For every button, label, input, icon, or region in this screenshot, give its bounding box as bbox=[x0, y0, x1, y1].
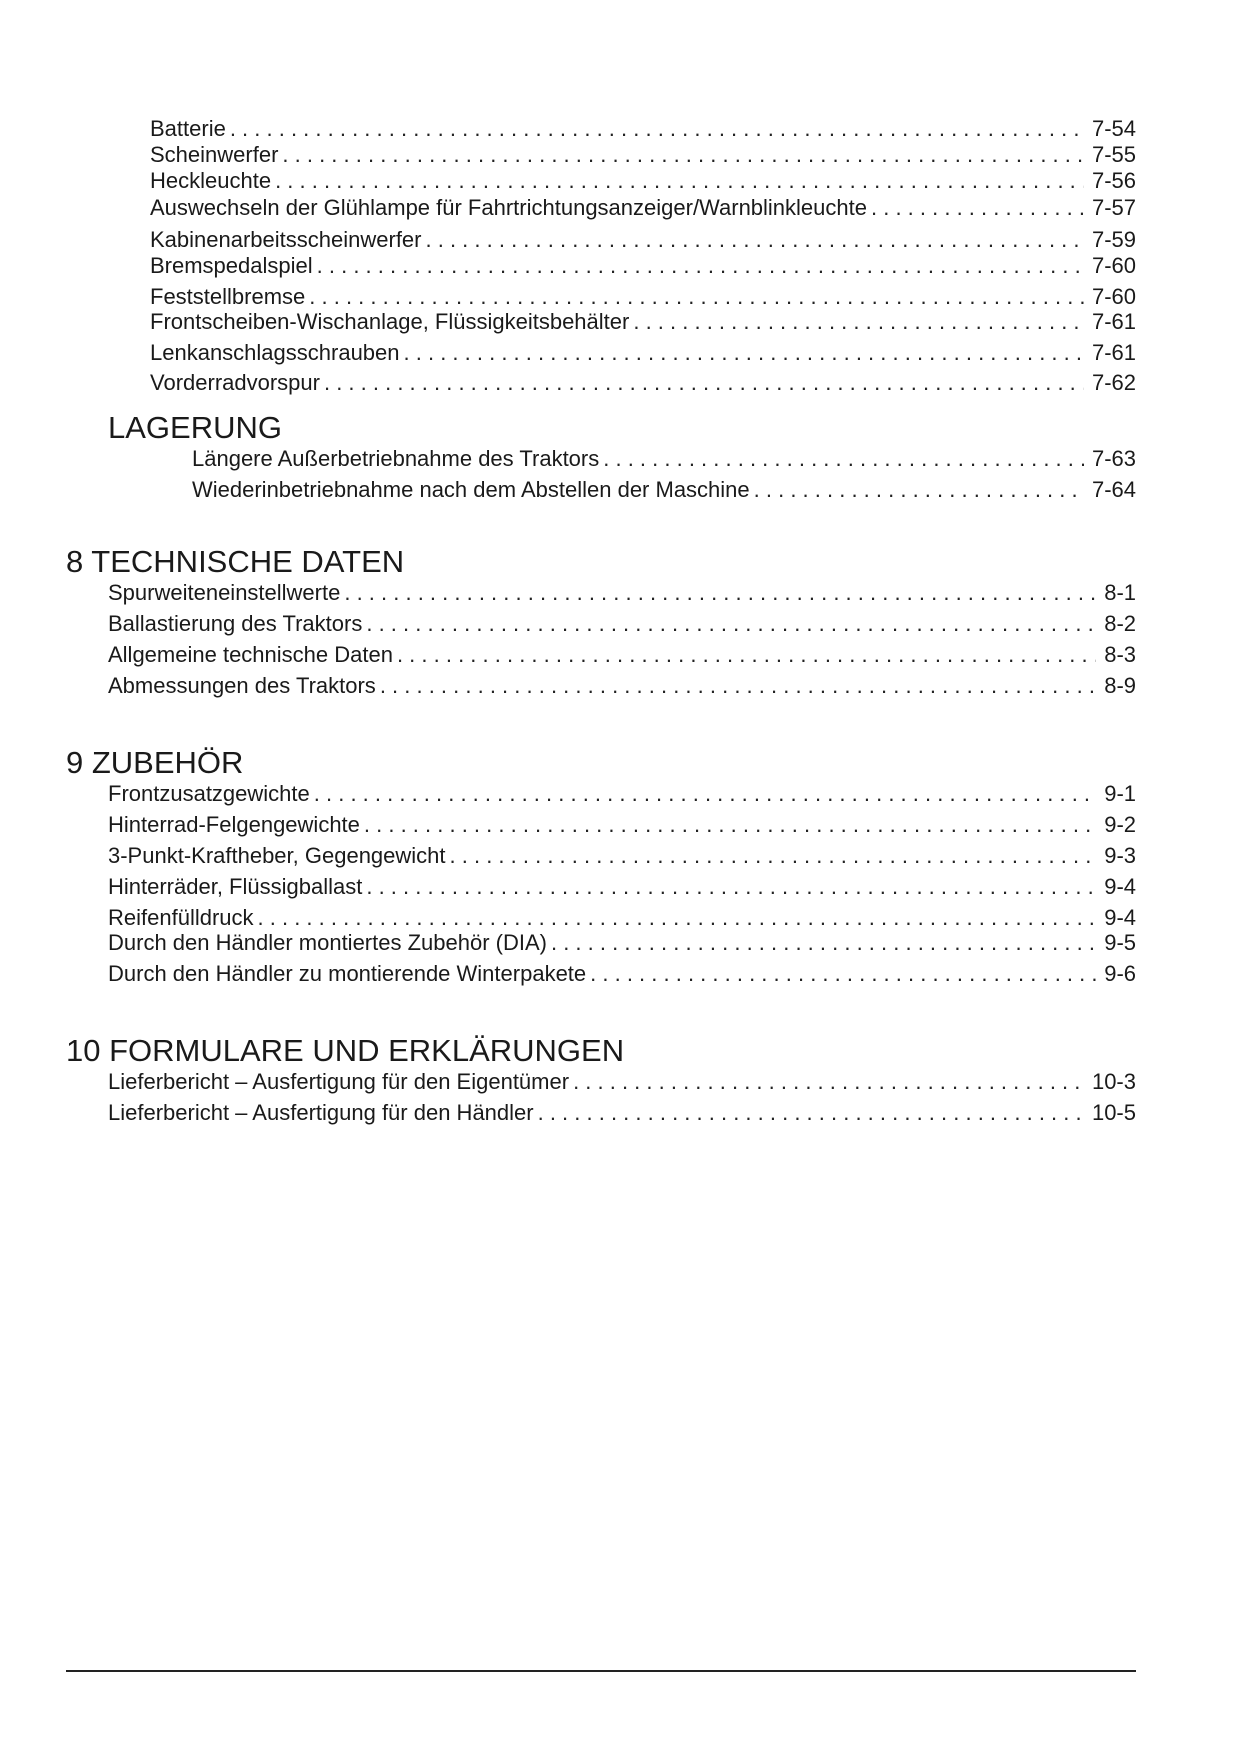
toc-entry-title: Durch den Händler zu montierende Winterpakete bbox=[108, 961, 587, 986]
dot-leader bbox=[344, 580, 1096, 606]
chapter-heading-10: 10 FORMULARE UND ERKLÄRUNGEN bbox=[66, 1033, 625, 1068]
toc-entry-title: Hinterrad-Felgengewichte bbox=[108, 812, 360, 837]
toc-entry-page: 10-3 bbox=[1091, 1069, 1136, 1094]
footer-divider bbox=[66, 1670, 1136, 1672]
toc-entry[interactable] bbox=[150, 195, 1136, 221]
toc-entry[interactable] bbox=[108, 812, 1136, 838]
toc-entry-title: Lenkanschlagsschrauben bbox=[150, 340, 400, 365]
dot-leader bbox=[309, 284, 1084, 310]
dot-leader bbox=[230, 116, 1084, 142]
toc-entry-title: Längere Außerbetriebnahme des Traktors bbox=[192, 446, 600, 471]
toc-entry[interactable] bbox=[192, 446, 1136, 472]
toc-entry-page: 10-5 bbox=[1091, 1100, 1136, 1125]
toc-entry-page: 9-6 bbox=[1104, 961, 1136, 986]
toc-entry-page: 7-55 bbox=[1091, 142, 1136, 167]
toc-entry-page: 8-9 bbox=[1104, 673, 1136, 698]
toc-entry[interactable] bbox=[150, 142, 1136, 168]
toc-entry-title: 3-Punkt-Kraftheber, Gegengewicht bbox=[108, 843, 446, 868]
toc-entry-page: 7-61 bbox=[1091, 309, 1136, 334]
toc-entry[interactable] bbox=[150, 116, 1136, 142]
toc-entry-title: Vorderradvorspur bbox=[150, 370, 320, 395]
dot-leader bbox=[282, 142, 1084, 168]
toc-entry-title: Kabinenarbeitsscheinwerfer bbox=[150, 227, 422, 252]
toc-entry-page: 7-57 bbox=[1091, 195, 1136, 220]
toc-entry[interactable] bbox=[108, 642, 1136, 668]
toc-entry-title: Batterie bbox=[150, 116, 226, 141]
toc-entry-title: Frontzusatzgewichte bbox=[108, 781, 310, 806]
toc-entry[interactable] bbox=[108, 1100, 1136, 1126]
toc-entry-title: Auswechseln der Glühlampe für Fahrtrichtungsanzeiger/Warnblinkleuchte bbox=[150, 195, 867, 220]
dot-leader bbox=[275, 168, 1084, 194]
toc-entry[interactable] bbox=[108, 580, 1136, 606]
dot-leader bbox=[590, 961, 1096, 987]
dot-leader bbox=[364, 812, 1096, 838]
toc-entry-page: 7-54 bbox=[1091, 116, 1136, 141]
toc-entry-page: 7-56 bbox=[1091, 168, 1136, 193]
toc-entry-page: 7-63 bbox=[1091, 446, 1136, 471]
toc-entry-page: 9-5 bbox=[1104, 930, 1136, 955]
toc-entry[interactable] bbox=[150, 168, 1136, 194]
dot-leader bbox=[317, 253, 1084, 279]
toc-entry-page: 9-4 bbox=[1104, 874, 1136, 899]
toc-entry-page: 7-64 bbox=[1091, 477, 1136, 502]
dot-leader bbox=[450, 843, 1097, 869]
toc-entry-title: Allgemeine technische Daten bbox=[108, 642, 393, 667]
toc-entry[interactable] bbox=[192, 477, 1136, 503]
toc-entry-title: Lieferbericht – Ausfertigung für den Eigentümer bbox=[108, 1069, 570, 1094]
dot-leader bbox=[404, 340, 1084, 366]
toc-entry[interactable] bbox=[150, 284, 1136, 310]
toc-entry-title: Heckleuchte bbox=[150, 168, 272, 193]
chapter-heading-8: 8 TECHNISCHE DATEN bbox=[66, 544, 405, 579]
dot-leader bbox=[603, 446, 1084, 472]
section-heading-lagerung: LAGERUNG bbox=[108, 410, 282, 445]
toc-entry[interactable] bbox=[108, 930, 1136, 956]
dot-leader bbox=[871, 195, 1084, 221]
toc-entry-title: Lieferbericht – Ausfertigung für den Händler bbox=[108, 1100, 534, 1125]
toc-entry-page: 8-1 bbox=[1104, 580, 1136, 605]
toc-entry-title: Reifenfülldruck bbox=[108, 905, 254, 930]
toc-entry-title: Frontscheiben-Wischanlage, Flüssigkeitsbehälter bbox=[150, 309, 630, 334]
toc-entry[interactable] bbox=[108, 874, 1136, 900]
toc-entry-page: 8-3 bbox=[1104, 642, 1136, 667]
toc-entry[interactable] bbox=[150, 370, 1136, 396]
dot-leader bbox=[573, 1069, 1084, 1095]
dot-leader bbox=[633, 309, 1084, 335]
toc-entry-page: 7-59 bbox=[1091, 227, 1136, 252]
toc-entry-page: 7-62 bbox=[1091, 370, 1136, 395]
toc-entry[interactable] bbox=[150, 227, 1136, 253]
dot-leader bbox=[754, 477, 1084, 503]
toc-entry-page: 9-1 bbox=[1104, 781, 1136, 806]
toc-entry[interactable] bbox=[108, 611, 1136, 637]
toc-entry[interactable] bbox=[150, 253, 1136, 279]
toc-entry-page: 8-2 bbox=[1104, 611, 1136, 636]
toc-entry-title: Abmessungen des Traktors bbox=[108, 673, 376, 698]
toc-entry-page: 9-2 bbox=[1104, 812, 1136, 837]
dot-leader bbox=[380, 673, 1096, 699]
toc-entry[interactable] bbox=[108, 781, 1136, 807]
toc-entry-title: Bremspedalspiel bbox=[150, 253, 313, 278]
toc-entry-title: Durch den Händler montiertes Zubehör (DIA) bbox=[108, 930, 547, 955]
dot-leader bbox=[397, 642, 1096, 668]
dot-leader bbox=[538, 1100, 1084, 1126]
toc-entry-title: Scheinwerfer bbox=[150, 142, 279, 167]
toc-entry[interactable] bbox=[108, 1069, 1136, 1095]
dot-leader bbox=[551, 930, 1096, 956]
toc-entry-page: 7-60 bbox=[1091, 284, 1136, 309]
toc-entry[interactable] bbox=[108, 961, 1136, 987]
toc-entry-page: 9-3 bbox=[1104, 843, 1136, 868]
dot-leader bbox=[426, 227, 1084, 253]
toc-entry[interactable] bbox=[108, 905, 1136, 931]
toc-entry-page: 7-60 bbox=[1091, 253, 1136, 278]
toc-entry[interactable] bbox=[108, 843, 1136, 869]
toc-entry-page: 7-61 bbox=[1091, 340, 1136, 365]
chapter-heading-9: 9 ZUBEHÖR bbox=[66, 745, 244, 780]
toc-entry[interactable] bbox=[108, 673, 1136, 699]
toc-entry-title: Spurweiteneinstellwerte bbox=[108, 580, 341, 605]
toc-entry-page: 9-4 bbox=[1104, 905, 1136, 930]
toc-entry-title: Ballastierung des Traktors bbox=[108, 611, 363, 636]
toc-entry-title: Hinterräder, Flüssigballast bbox=[108, 874, 363, 899]
dot-leader bbox=[314, 781, 1096, 807]
toc-entry-title: Feststellbremse bbox=[150, 284, 306, 309]
dot-leader bbox=[258, 905, 1097, 931]
dot-leader bbox=[324, 370, 1084, 396]
toc-entry[interactable] bbox=[150, 340, 1136, 366]
dot-leader bbox=[366, 874, 1096, 900]
toc-entry-title: Wiederinbetriebnahme nach dem Abstellen der Maschine bbox=[192, 477, 750, 502]
dot-leader bbox=[366, 611, 1096, 637]
toc-entry[interactable] bbox=[150, 309, 1136, 335]
